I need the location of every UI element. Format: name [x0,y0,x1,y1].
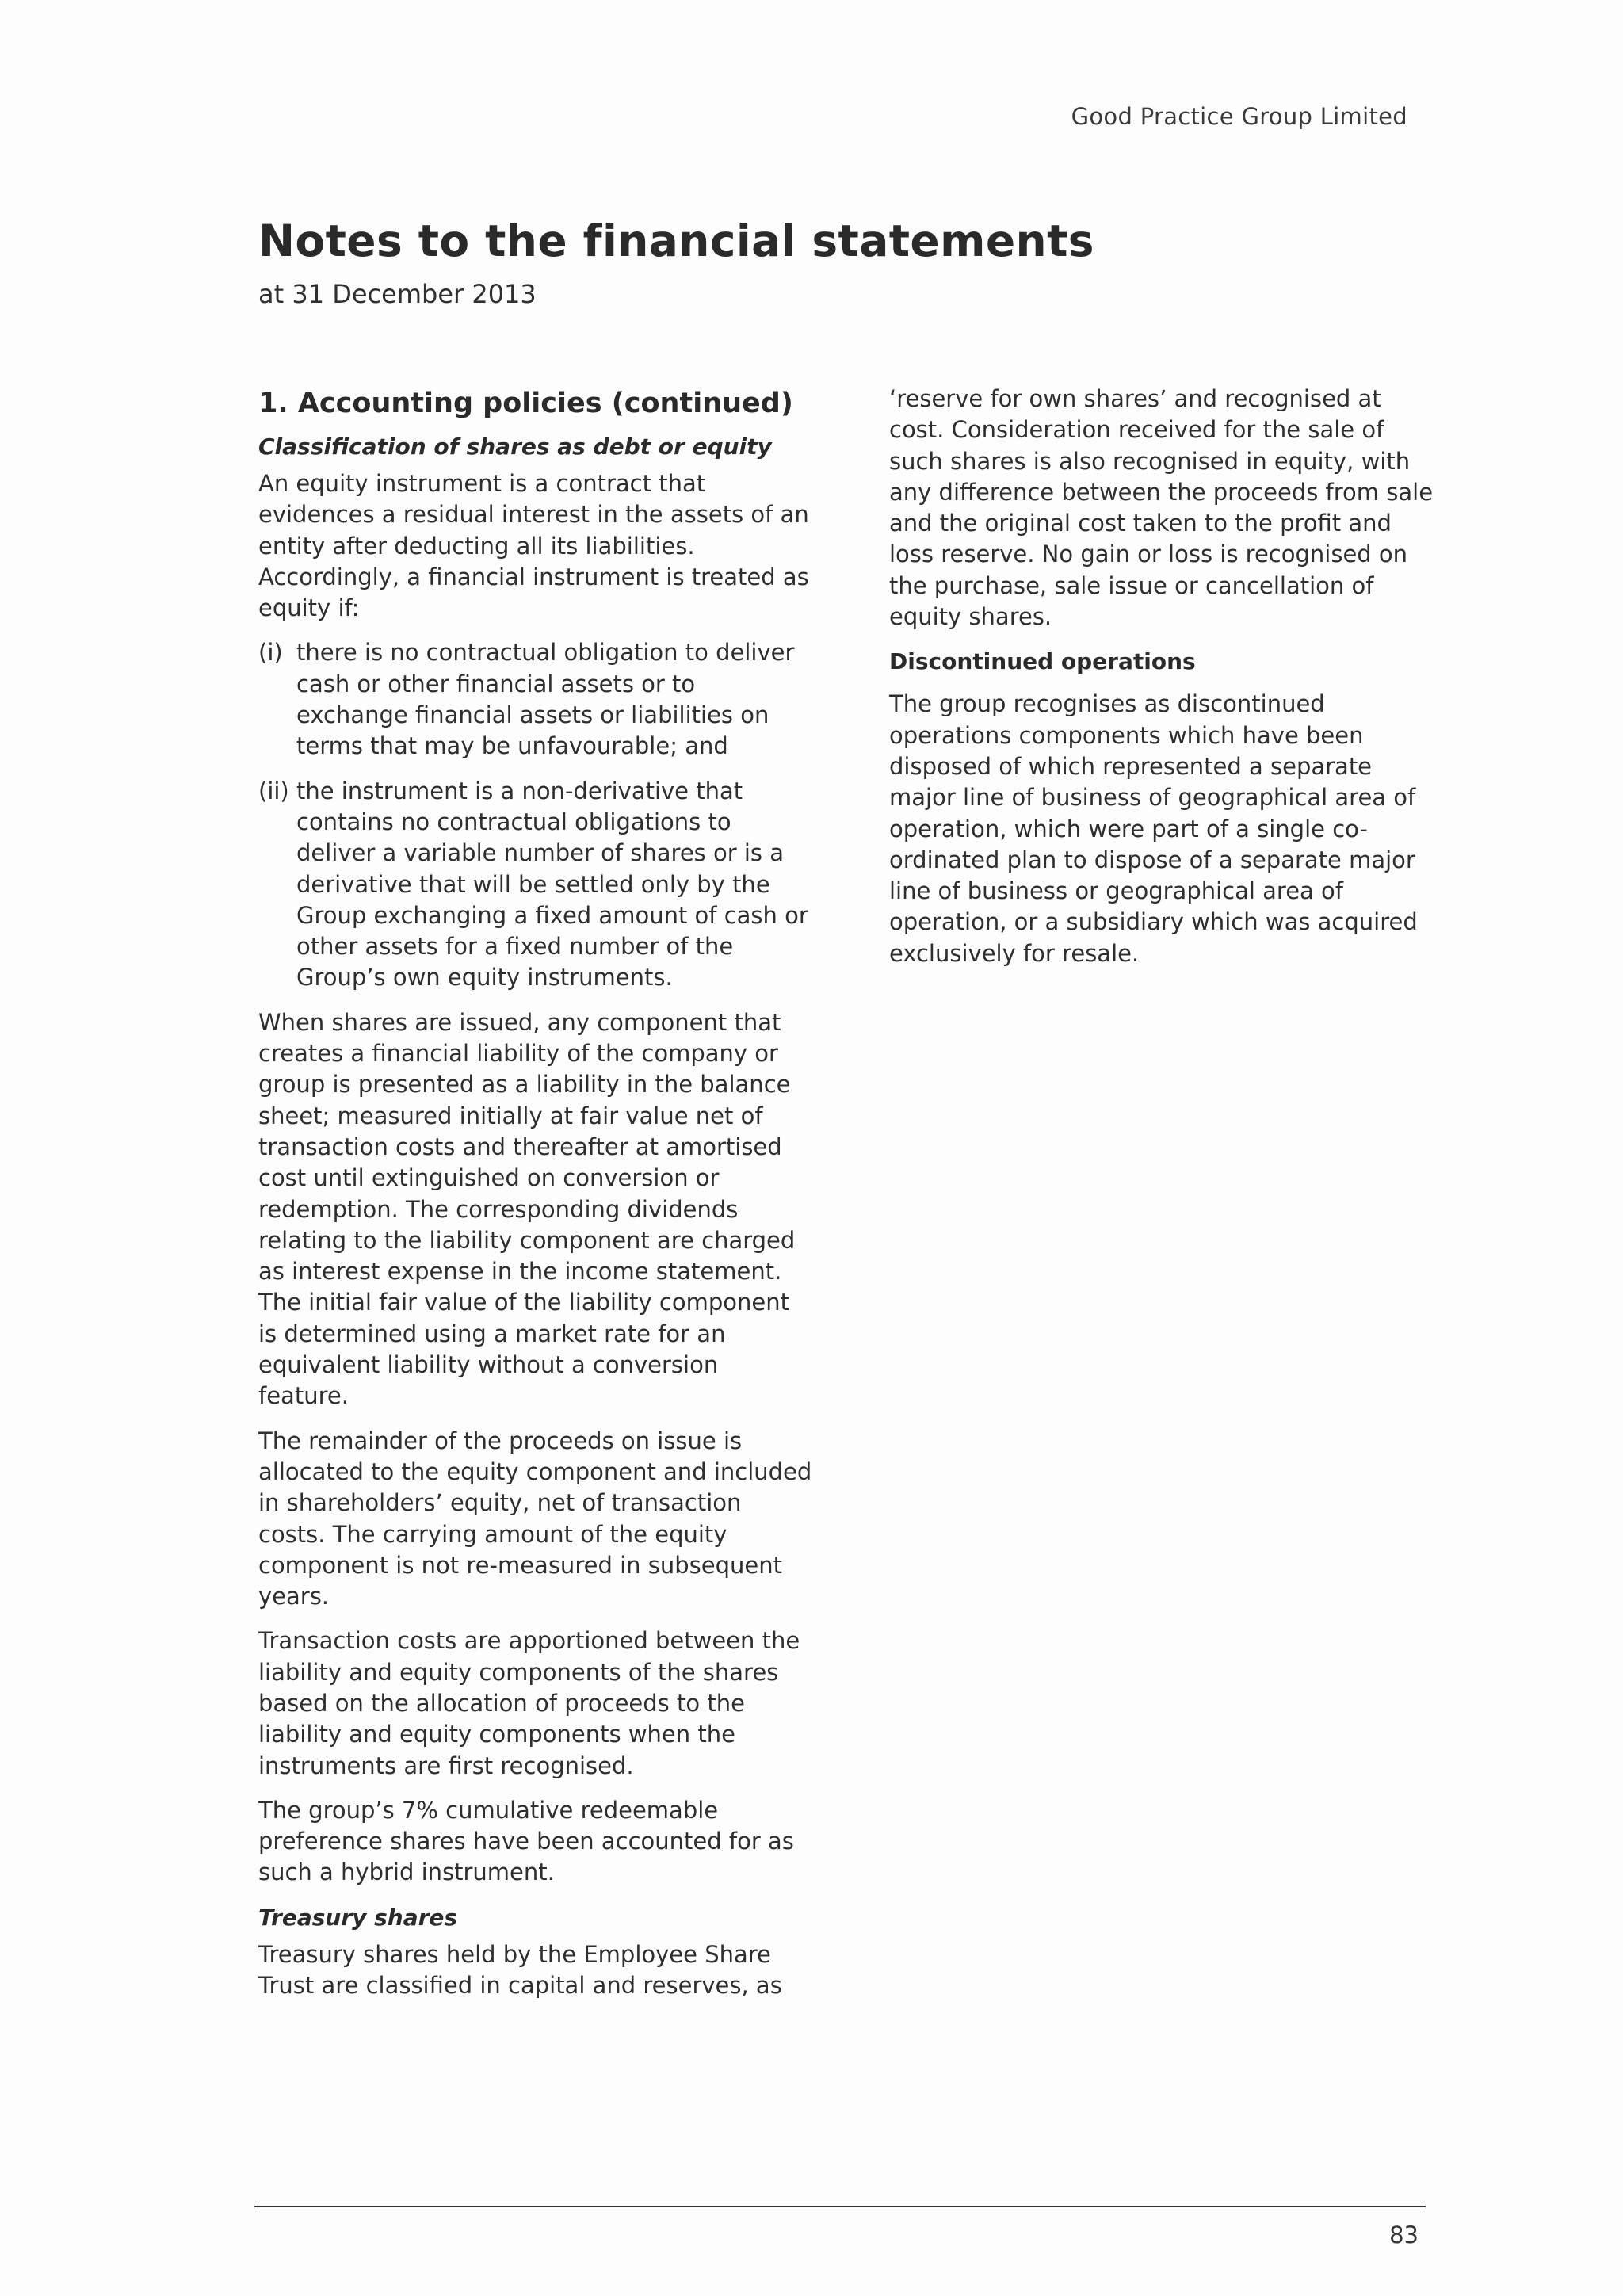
paragraph: Transaction costs are apportioned between the liability and equity components of the shares based on the allocation of proceeds to the liability and equity components when the instruments are first recognised. [258,1627,800,1779]
paragraph: The group recognises as discontinued operations components which have been disposed of which represented a separate major line of business of geographical area of operation, which were part of a single co-ordinated plan to dispose of a separate major line of business or geographical area of operation, or a subsidiary which was acquired exclusively for resale. [889,690,1418,967]
list-text: the instrument is a non-derivative that contains no contractual obligations to deliver a variable number of shares or is a derivative that will be settled only by the Group exchanging a fixed amount of cash or other assets for a fixed number of the Group’s own equity instruments. [296,777,808,991]
footer-divider [254,2206,1426,2207]
paragraph: The remainder of the proceeds on issue is allocated to the equity component and included in shareholders’ equity, net of transaction costs. The carrying amount of the equity component is not re-measured in subsequent years. [258,1427,812,1610]
paragraph: ‘reserve for own shares’ and recognised at cost. Consideration received for the sale of such shares is also recognised in equity, with any difference between the proceeds from sale and the original cost taken to the profit and loss reserve. No gain or loss is recognised on the purchase, sale issue or cancellation of equity shares. [889,385,1434,631]
section-heading: 1. Accounting policies (continued) [258,388,793,419]
list-text: there is no contractual obligation to deliver cash or other financial assets or to exchange financial assets or liabilities on terms that may be unfavourable; and [296,639,795,760]
page-number: 83 [1389,2222,1419,2248]
page-title: Notes to the financial statements [258,216,1094,266]
subheading-treasury-shares: Treasury shares [258,1904,458,1931]
list-marker: (i) [258,639,283,667]
subheading-classification: Classification of shares as debt or equity [258,434,772,460]
subheading-discontinued-operations: Discontinued operations [889,648,1196,675]
left-column [258,384,813,2015]
company-name: Good Practice Group Limited [1071,103,1407,130]
list-marker: (ii) [258,777,289,804]
paragraph: When shares are issued, any component that creates a financial liability of the company or group is presented as a liability in the balance sheet; measured initially at fair value net of transaction costs and thereafter at amortised cost until extinguished on conversion or redemption. The corresponding dividends relating to the liability component are charged as interest expense in the income statement. The initial fair value of the liability component is determined using a market rate for an equivalent liability without a conversion feature. [258,1008,796,1410]
list-item [258,776,813,994]
paragraph: An equity instrument is a contract that evidences a residual interest in the assets of an entity after deducting all its liabilities. Accordingly, a financial instrument is treated as equity if: [258,470,809,622]
paragraph: Treasury shares held by the Employee Share Trust are classified in capital and reserves, as [258,1940,782,2000]
paragraph: The group’s 7% cumulative redeemable preference shares have been accounted for as such a hybrid instrument. [258,1796,794,1886]
right-column [889,384,1436,983]
list-item [258,637,813,762]
page-subtitle: at 31 December 2013 [258,279,537,309]
